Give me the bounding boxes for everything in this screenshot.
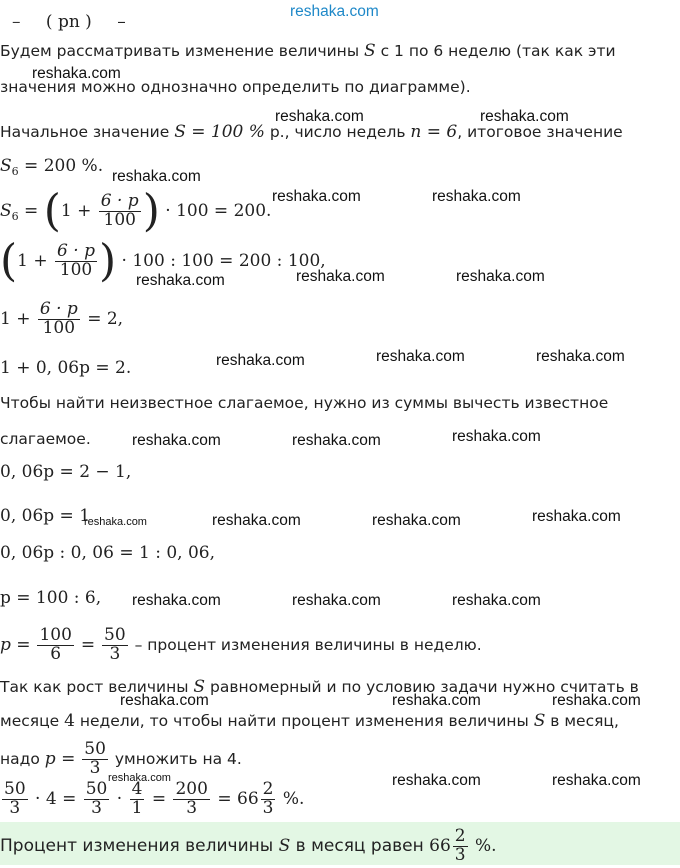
- answer-line: Процент изменения величины S в месяц равен 66 $\frac{2}{3}$ %.: [0, 825, 497, 865]
- watermark: reshaka.com: [376, 348, 465, 365]
- formula-line: 1 + 0, 06p = 2.: [0, 358, 132, 378]
- formula-line: p = $\frac{100}{6}$ = $\frac{50}{3}$ – процент изменения величины в неделю.: [0, 625, 482, 664]
- watermark: reshaka.com: [84, 516, 147, 528]
- formula-line: $\frac{50}{3}$ · 4 = $\frac{50}{3}$ · $\frac{4}{1}$ = $\frac{200}{3}$ = 66 $\frac{2}{3}$ %.: [4, 779, 305, 818]
- formula-line: p = 100 : 6,: [0, 588, 102, 608]
- watermark: reshaka.com: [272, 188, 361, 205]
- watermark: reshaka.com: [112, 168, 201, 185]
- watermark: reshaka.com: [132, 592, 221, 609]
- watermark: reshaka.com: [275, 108, 364, 125]
- watermark: reshaka.com: [120, 692, 209, 709]
- watermark: reshaka.com: [108, 772, 171, 784]
- watermark: reshaka.com: [132, 432, 221, 449]
- watermark: reshaka.com: [480, 108, 569, 125]
- paragraph-line: надо p = $\frac{50}{3}$ умножить на 4.: [0, 739, 242, 778]
- formula-line: 0, 06p = 1: [0, 506, 91, 526]
- watermark: reshaka.com: [432, 188, 521, 205]
- formula-line: 0, 06p = 2 − 1,: [0, 462, 132, 482]
- watermark: reshaka.com: [552, 772, 641, 789]
- watermark: reshaka.com: [216, 352, 305, 369]
- paragraph-line: слагаемое.: [0, 430, 91, 448]
- paragraph-line: Так как рост величины S равномерный и по условию задачи нужно считать в: [0, 677, 639, 697]
- paragraph-line: значения можно однозначно определить по диаграмме).: [0, 78, 471, 96]
- cut-off-fragment: – ( pn ) –: [12, 12, 126, 32]
- watermark: reshaka.com: [292, 432, 381, 449]
- watermark: reshaka.com: [392, 692, 481, 709]
- watermark: reshaka.com: [296, 268, 385, 285]
- formula-line: 0, 06p : 0, 06 = 1 : 0, 06,: [0, 543, 215, 563]
- watermark: reshaka.com: [32, 65, 121, 82]
- watermark: reshaka.com: [212, 512, 301, 529]
- watermark: reshaka.com: [452, 428, 541, 445]
- watermark: reshaka.com: [456, 268, 545, 285]
- formula-line: $S_6 = 200$ %.: [0, 156, 104, 178]
- watermark: reshaka.com: [536, 348, 625, 365]
- formula-line: 1 + $\frac{6 \cdot p}{100}$ = 2,: [0, 299, 124, 338]
- watermark: reshaka.com: [136, 272, 225, 289]
- watermark: reshaka.com: [372, 512, 461, 529]
- watermark: reshaka.com: [292, 592, 381, 609]
- watermark: reshaka.com: [552, 692, 641, 709]
- formula-line: $S_6 = (1$ + $\frac{6 \cdot p}{100}$ ) · 100 = 200.: [0, 185, 272, 237]
- paragraph-line: Будем рассматривать изменение величины S с 1 по 6 неделю (так как эти: [0, 41, 616, 61]
- formula-line: (1 + $\frac{6 \cdot p}{100}$ ) · 100 : 100 = 200 : 100,: [0, 235, 326, 287]
- watermark: reshaka.com: [290, 3, 379, 20]
- paragraph-line: месяце 4 недели, то чтобы найти процент изменения величины S в месяц,: [0, 711, 619, 731]
- paragraph-line: Чтобы найти неизвестное слагаемое, нужно из суммы вычесть известное: [0, 394, 609, 412]
- watermark: reshaka.com: [532, 508, 621, 525]
- paragraph-line: Начальное значение S = 100 % р., число недель n = 6, итоговое значение: [0, 122, 623, 142]
- watermark: reshaka.com: [452, 592, 541, 609]
- watermark: reshaka.com: [392, 772, 481, 789]
